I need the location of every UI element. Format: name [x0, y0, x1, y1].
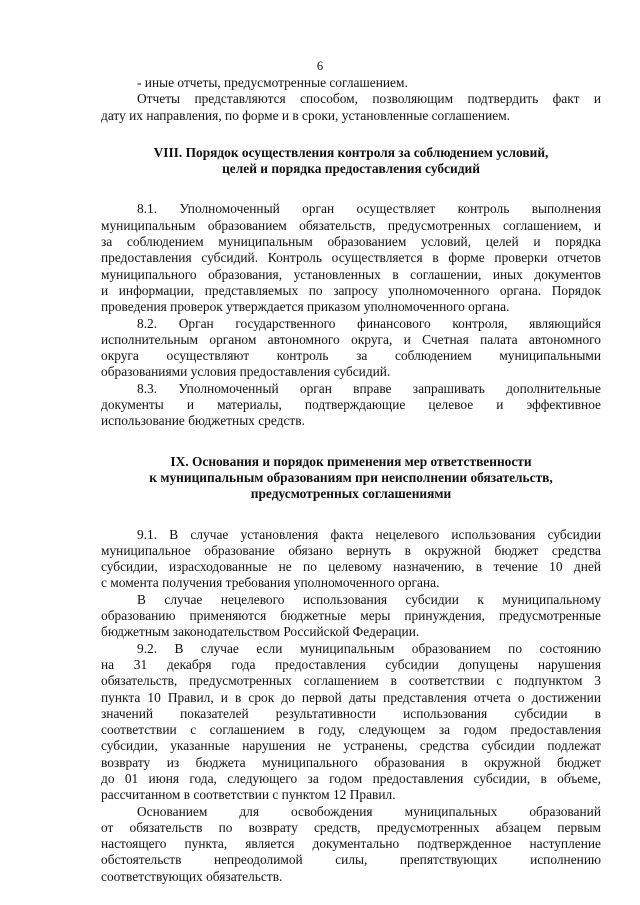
text-line: и информации, представляемых по запросу уполномоченного органа. Порядок [101, 282, 601, 298]
text-line: образованиями условия предоставления субсидий. [101, 364, 391, 380]
paragraph-3 [101, 201, 601, 315]
heading-line: IX. Основания и порядок применения мер ответственности [170, 453, 532, 469]
text-line: бюджетным законодательством Российской Федерации. [101, 624, 420, 640]
text-line: обстоятельств непреодолимой силы, препятствующих исполнению [101, 852, 601, 868]
text-line: проведения проверок утверждается приказом уполномоченного органа. [101, 299, 510, 315]
heading-line: к муниципальным образованиям при неисполнении обязательств, [149, 469, 553, 485]
text-line: муниципальным образованием обязательств, предусмотренных соглашением, и [101, 217, 601, 233]
text-line: субсидии, израсходованные не по целевому назначению, в течение 10 дней [101, 559, 601, 575]
paragraph-5 [101, 381, 601, 430]
section-heading-1 [101, 145, 601, 178]
spacer [101, 124, 601, 145]
paragraph-1 [101, 75, 601, 91]
text-line: соответствующих обязательств. [101, 868, 283, 884]
text-line: образованию применяются бюджетные меры принуждения, предусмотренные [101, 608, 601, 624]
paragraph-4 [101, 316, 601, 381]
heading-line: целей и порядка предоставления субсидий [222, 161, 480, 177]
text-line: 9.1. В случае установления факта нецелевого использования субсидии [137, 526, 601, 542]
text-line: от обязательств по возврату средств, предусмотренных абзацем первым [101, 819, 601, 835]
text-line: за соблюдением муниципальным образованием условий, целей и порядка [101, 234, 601, 250]
text-line: использование бюджетных средств. [101, 413, 305, 429]
text-line: Основанием для освобождения муниципальных образований [137, 803, 601, 819]
paragraph-9 [101, 804, 601, 885]
text-line: возврату из бюджета муниципального образования в окружной бюджет [101, 754, 601, 770]
text-line: обязательств, предусмотренных соглашением в соответствии с подпунктом 3 [101, 673, 601, 689]
text-line: Отчеты представляются способом, позволяющим подтвердить факт и [137, 91, 601, 107]
text-line: 8.1. Уполномоченный орган осуществляет контроль выполнения [137, 201, 601, 217]
text-line: пункта 10 Правил, и в срок до первой даты представления отчета о достижении [101, 689, 601, 705]
paragraph-7 [101, 592, 601, 641]
heading-line: предусмотренных соглашениями [250, 486, 452, 502]
text-line: исполнительным органом автономного округа, и Счетная палата автономного [101, 331, 601, 347]
text-line: В случае нецелевого использования субсидии к муниципальному [137, 591, 601, 607]
text-line: на 31 декабря года предоставления субсидии допущены нарушения [101, 656, 601, 672]
text-line: муниципальное образование обязано вернуть в окружной бюджет средства [101, 542, 601, 558]
paragraph-2 [101, 91, 601, 124]
text-line: значений показателей результативности использования субсидии в [101, 705, 601, 721]
spacer [101, 177, 601, 201]
heading-line: VIII. Порядок осуществления контроля за соблюдением условий, [153, 144, 549, 160]
text-line: с момента получения требования уполномоченного органа. [101, 575, 440, 591]
paragraph-6 [101, 527, 601, 592]
spacer [101, 503, 601, 527]
paragraph-8 [101, 641, 601, 804]
text-line: 9.2. В случае если муниципальным образованием по состоянию [137, 640, 601, 656]
text-line: дату их направления, по форме и в сроки, установленные соглашением. [101, 107, 511, 123]
text-line: - иные отчеты, предусмотренные соглашением. [137, 75, 408, 90]
text-line: рассчитанном в соответствии с пунктом 12 Правил. [101, 787, 396, 803]
text-line: субсидии, указанные нарушения не устранены, средства субсидии подлежат [101, 738, 601, 754]
text-line: соответствии с соглашением в году, следующем за годом предоставления [101, 722, 601, 738]
text-line: документы и материалы, подтверждающие целевое и эффективное [101, 397, 601, 413]
spacer [101, 430, 601, 454]
text-line: 8.3. Уполномоченный орган вправе запрашивать дополнительные [137, 380, 601, 396]
text-line: округа осуществляют контроль за соблюдением муниципальными [101, 348, 601, 364]
text-line: настоящего пункта, является документально подтвержденное наступление [101, 836, 601, 852]
text-line: 8.2. Орган государственного финансового контроля, являющийся [137, 315, 601, 331]
section-heading-2 [101, 454, 601, 503]
document-body [101, 75, 601, 885]
text-line: муниципального образования, установленных в соглашении, иных документов [101, 266, 601, 282]
text-line: до 01 июня года, следующего за годом предоставления субсидии, в объеме, [101, 770, 601, 786]
page-number: 6 [316, 59, 324, 73]
text-line: предоставления субсидий. Контроль осуществляется в форме проверки отчетов [101, 250, 601, 266]
